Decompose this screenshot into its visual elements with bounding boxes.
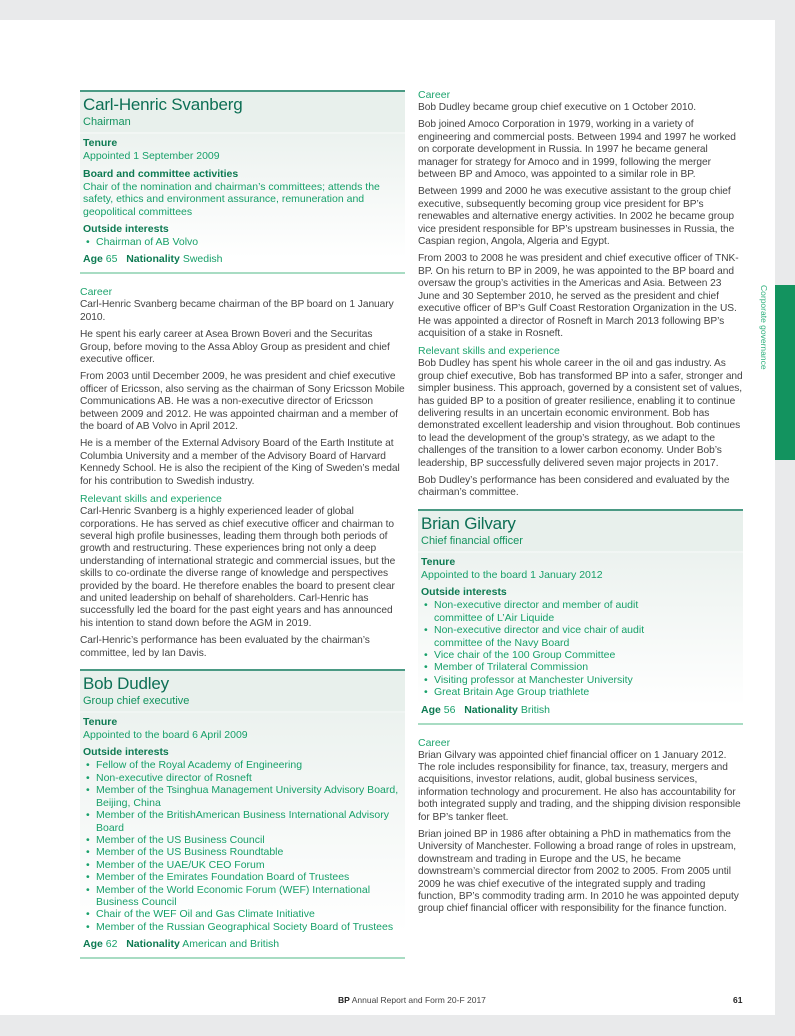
board-activities-value: Chair of the nomination and chairman’s committees; attends the safety, ethics and environment assurance, remuneration and geopolitical committees: [83, 180, 380, 218]
section-tab-marker: [775, 285, 795, 460]
list-item: • Member of the Tsinghua Management University Advisory Board, Beijing, China: [83, 784, 402, 809]
career-paragraph: Bob Dudley became group chief executive on 1 October 2010.: [418, 102, 696, 113]
list-item: • Member of the US Business Council: [83, 834, 402, 846]
list-item: • Member of the World Economic Forum (WEF) International Business Council: [83, 884, 402, 909]
age-value: 56: [443, 703, 456, 716]
section-name: Corporate governance: [759, 285, 769, 370]
career-paragraph: Between 1999 and 2000 he was executive assistant to the group chief executive, subsequently becoming group vice president for BP’s renewables and alternative energy activities. In 2002 he became group vice president responsible for BP’s upstream businesses in Russia, the Caspian region, Angola, Algeria and Egypt.: [418, 186, 735, 248]
nationality-value: American and British: [182, 938, 280, 951]
page-footer: [338, 995, 486, 1005]
card-header: [80, 669, 405, 711]
outside-interests-label: Outside interests: [83, 223, 169, 235]
age-label: Age: [83, 253, 103, 266]
page-number: 61: [733, 995, 743, 1005]
age-nationality-row: [83, 253, 402, 266]
list-item: • Member of the Russian Geographical Society Board of Trustees: [83, 921, 402, 933]
tenure-label: Tenure: [421, 555, 456, 568]
skills-paragraph: Bob Dudley has spent his whole career in the oil and gas industry. As group chief executive, Bob has transformed BP into a safer, stronger and simpler business. This approach, governed by a consistent set of values, has guided BP to a position of greater resilience, enabling it to continue delivering results in an uncertain economic environment. Bob has demonstrated excellent leadership and vision throughout. Bob continues to lead the development of the group’s strategy, as we adapt to the challenges of the transition to a lower carbon economy. Under Bob’s leadership, BP successfully delivered seven major projects in 2017.: [418, 358, 743, 469]
outside-interests-label: Outside interests: [83, 746, 169, 759]
list-item: • Fellow of the Royal Academy of Engineering: [83, 759, 402, 771]
tenure-value: Appointed to the board 1 January 2012: [421, 568, 603, 581]
tenure-value: Appointed 1 September 2009: [83, 150, 220, 162]
footer-title: Annual Report and Form 20-F 2017: [351, 995, 486, 1005]
list-item: • Member of Trilateral Commission: [421, 661, 685, 673]
career-heading: Career: [418, 89, 451, 101]
skills-paragraph: Bob Dudley’s performance has been considered and evaluated by the chairman’s committee.: [418, 474, 730, 499]
list-item: • Visiting professor at Manchester University: [421, 674, 685, 686]
list-item: • Chair of the WEF Oil and Gas Climate Initiative: [83, 908, 402, 920]
age-label: Age: [83, 938, 103, 951]
age-label: Age: [421, 703, 441, 716]
person-name: Brian Gilvary: [421, 513, 516, 533]
right-column: [418, 89, 743, 921]
skills-paragraph: Carl-Henric’s performance has been evaluated by the chairman’s committee, led by Ian Davis.: [80, 635, 370, 659]
career-paragraph: Brian joined BP in 1986 after obtaining a PhD in mathematics from the University of Manchester. Following a broad range of roles in upstream, downstream and trading in Europe and the US, he became downstream’s commercial director from 2002 to 2005. From 2005 until 2009 he was chief executive of the integrated supply and trading function, BP’s commodity trading arm. In 2010 he was appointed deputy group chief financial officer with responsibility for the finance function.: [418, 828, 739, 915]
career-heading: Career: [418, 736, 451, 749]
board-activities-label: Board and committee activities: [83, 167, 239, 180]
list-item: • Chairman of AB Volvo: [83, 236, 402, 248]
dudley-bio: [418, 89, 743, 500]
list-item: • Vice chair of the 100 Group Committee: [421, 649, 685, 661]
age-nationality-row: [421, 704, 740, 717]
card-body: [80, 134, 405, 274]
career-paragraph: Carl-Henric Svanberg became chairman of the BP board on 1 January 2010.: [80, 299, 394, 323]
person-role: Chief financial officer: [421, 534, 523, 547]
nationality-value: Swedish: [182, 253, 223, 266]
card-header: [80, 90, 405, 132]
card-header: [418, 509, 743, 551]
skills-heading: Relevant skills and experience: [418, 345, 560, 358]
career-paragraph: He spent his early career at Asea Brown Boveri and the Securitas Group, before moving to the Assa Abloy Group as president and chief executive officer.: [80, 329, 390, 366]
tenure-label: Tenure: [83, 715, 118, 728]
outside-interests-list: [83, 236, 402, 248]
tenure-value: Appointed to the board 6 April 2009: [83, 728, 248, 741]
person-name: Carl-Henric Svanberg: [83, 95, 243, 114]
list-item: • Non-executive director and vice chair of audit committee of the Navy Board: [421, 624, 685, 649]
nationality-value: British: [520, 703, 551, 716]
outside-interests-list: [83, 759, 402, 933]
person-role: Chairman: [83, 116, 131, 128]
skills-paragraph: Carl-Henric Svanberg is a highly experienced leader of global corporations. He has served as chief executive officer and chairman to several high profile businesses, leading them through both periods of growth and restructuring. These experiences bring not only a deep understanding of international strategic and commercial issues, but the skills to co-ordinate the diverse range of knowledge and perspectives provided by the board. He therefore enables the board to present clear and united leadership on behalf of shareholders. Carl-Henric has successfully led the board for the past eight years and has announced his intention to stand down before the AGM in 2019.: [80, 506, 396, 629]
outside-interests-list: [421, 599, 740, 698]
list-item: • Non-executive director of Rosneft: [83, 772, 402, 784]
gilvary-bio: [418, 737, 743, 916]
age-nationality-row: [83, 938, 402, 951]
career-paragraph: Bob joined Amoco Corporation in 1979, working in a variety of engineering and commercial posts. Between 1994 and 1997 he worked on corporate development in Russia. In 1997 he became general manager for strategy for Amoco and in 1999, following the merger between BP and Amoco, was appointed to a similar role in BP.: [418, 119, 736, 181]
profile-card-svanberg: [80, 90, 405, 274]
skills-heading: Relevant skills and experience: [80, 493, 222, 506]
svanberg-bio: [80, 286, 405, 660]
profile-card-dudley: [80, 669, 405, 959]
nationality-label: Nationality: [126, 253, 180, 266]
career-heading: Career: [80, 286, 113, 299]
person-role: Group chief executive: [83, 694, 190, 707]
age-value: 65: [105, 253, 118, 266]
card-body: [418, 553, 743, 725]
list-item: • Member of the BritishAmerican Business International Advisory Board: [83, 809, 402, 834]
career-paragraph: From 2003 to 2008 he was president and chief executive officer of TNK-BP. On his return to BP in 2009, he was appointed to the BP board and oversaw the group’s activities in the Americas and Asia. Between 23 June and 30 September 2010, he served as the president and chief executive officer of BP’s Gulf Coast Restoration Organization in the US. He was appointed a director of Rosneft in March 2013 following BP’s acquisition of a stake in Rosneft.: [418, 253, 739, 339]
left-column: [80, 90, 405, 959]
section-side-label: [757, 285, 771, 405]
outside-interests-label: Outside interests: [421, 586, 507, 599]
career-paragraph: He is a member of the External Advisory Board of the Earth Institute at Columbia University and a member of the Advisory Board of Harvard Kennedy School. He is also the recipient of the King of Sweden’s medal for his contribution to Swedish industry.: [80, 438, 400, 487]
footer-brand: BP: [338, 995, 350, 1005]
person-name: Bob Dudley: [83, 673, 169, 693]
card-body: [80, 713, 405, 959]
list-item: • Member of the UAE/UK CEO Forum: [83, 859, 402, 871]
list-item: • Member of the Emirates Foundation Board of Trustees: [83, 871, 402, 883]
list-item: • Great Britain Age Group triathlete: [421, 686, 685, 698]
age-value: 62: [105, 938, 118, 951]
profile-card-gilvary: [418, 509, 743, 725]
nationality-label: Nationality: [464, 703, 518, 716]
list-item: • Non-executive director and member of audit committee of L’Air Liquide: [421, 599, 685, 624]
tenure-label: Tenure: [83, 137, 118, 149]
nationality-label: Nationality: [126, 938, 180, 951]
career-paragraph: From 2003 until December 2009, he was president and chief executive officer of Ericsson, also serving as the chairman of Sony Ericsson Mobile Communications AB. He was a non-executive director of Ericsson between 2009 and 2012. He was appointed chairman and a member of the board of AB Volvo in April 2012.: [80, 371, 405, 433]
list-item: • Member of the US Business Roundtable: [83, 846, 402, 858]
career-paragraph: Brian Gilvary was appointed chief financial officer on 1 January 2012. The role includes responsibility for finance, tax, treasury, mergers and acquisitions, investor relations, audit, global business services, information technology and procurement. He also has accountability for both integrated supply and trading, and the shipping division responsible for BP’s tanker fleet.: [418, 749, 741, 823]
